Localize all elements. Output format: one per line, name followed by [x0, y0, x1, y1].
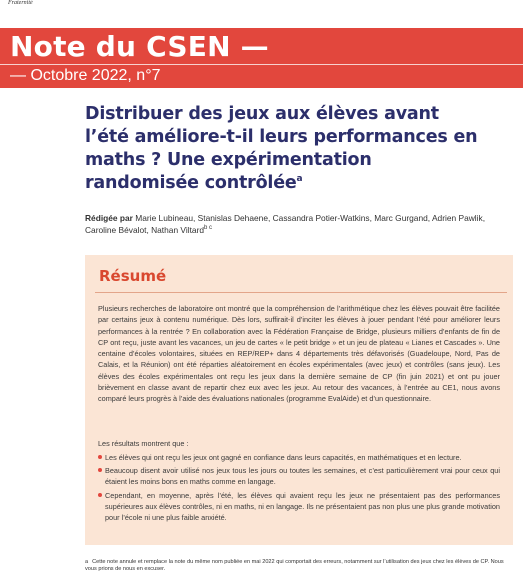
- title-footnote-mark[interactable]: a: [296, 174, 303, 185]
- bullet-dot-icon: [98, 468, 102, 472]
- authors-prefix: Rédigée par: [85, 213, 133, 223]
- authors-list: Marie Lubineau, Stanislas Dehaene, Cassandra Potier-Watkins, Marc Gurgand, Adrien Pawlik, Caroline Bévalot, Nathan Viltard: [85, 213, 486, 235]
- article-title: [85, 103, 485, 195]
- footnote-mark: a: [85, 559, 89, 565]
- note-title: Note du CSEN —: [10, 30, 269, 63]
- article-title-text: Distribuer des jeux aux élèves avant l’été améliore-t-il leurs performances en maths ? Une expérimentation randomisée contrôlée: [85, 104, 478, 193]
- bullet-text: Les élèves qui ont reçu les jeux ont gagné en confiance dans leurs capacités, en mathématiques et en lecture.: [105, 453, 462, 462]
- resume-box: [85, 255, 513, 545]
- results-intro: Les résultats montrent que :: [98, 439, 189, 448]
- bullet-text: Beaucoup disent avoir utilisé nos jeux tous les jours ou toutes les semaines, et c’est particulièrement vrai pour ceux qui étaient les moins bons en maths comme en langage.: [105, 466, 500, 487]
- bullet-text: Cependant, en moyenne, après l’été, les élèves qui avaient reçu les jeux ne présentaient pas des performances supérieures aux élèves contrôles, ni en maths, ni en langage. Ils ne présentaient pas non plus une plus grande motivation pour l’école ni une plus faible anxiété.: [105, 490, 500, 523]
- authors-footnote-marks[interactable]: b c: [204, 225, 213, 232]
- resume-heading: Résumé: [99, 267, 167, 285]
- authors-line: [85, 212, 505, 236]
- note-subtitle: — Octobre 2022, n°7: [10, 67, 161, 84]
- resume-body: Plusieurs recherches de laboratoire ont montré que la compréhension de l’arithmétique chez les élèves pouvait être facilitée par certains jeux à contenu numérique. Dès lors, suffirait-il d’inciter les élèves à jouer pendant l’été pour améliorer leurs performances à la rentrée ? En collaboration avec la Fédération Française de Bridge, plusieurs milliers d’enfants de fin de CP ont reçu, juste avant les vacances, un jeu de cartes « le petit bridge » et un jeu de plateau « Lianes et Cascades ». Une centaine d’écoles volontaires, situées en REP/REP+ dans 4 départements très défavorisés (Guadeloupe, Nord, Pas de Calais, et la Réunion) ont été réparties aléatoirement en écoles expérimentales (avec jeux) et contrôles (sans jeux). Les élèves des écoles expérimentales ont reçu les jeux dans la dernière semaine de CP (fin juin 2021) et ont pu jouer brièvement en classe avant de repartir chez eux avec les jeux. Au retour des vacances, à l’entrée au CE1, nous avons comparé leurs progrès à l’aide des évaluations nationales (programme EvalAide) et d’un questionnaire.: [98, 304, 500, 404]
- list-item: [98, 452, 500, 463]
- list-item: [98, 465, 500, 487]
- list-item: [98, 490, 500, 524]
- resume-divider: [95, 292, 507, 293]
- footnote: [85, 559, 515, 573]
- bullet-dot-icon: [98, 455, 102, 459]
- motto-fragment: Fraternité: [8, 0, 33, 6]
- results-list: [98, 452, 500, 525]
- bullet-dot-icon: [98, 493, 102, 497]
- footnote-text: Cette note annule et remplace la note du même nom publiée en mai 2022 qui comportait des erreurs, notamment sur l’utilisation des jeux chez les élèves de CP. Nous vous prions de nous en excuser.: [85, 559, 504, 572]
- banner-divider: [0, 64, 523, 65]
